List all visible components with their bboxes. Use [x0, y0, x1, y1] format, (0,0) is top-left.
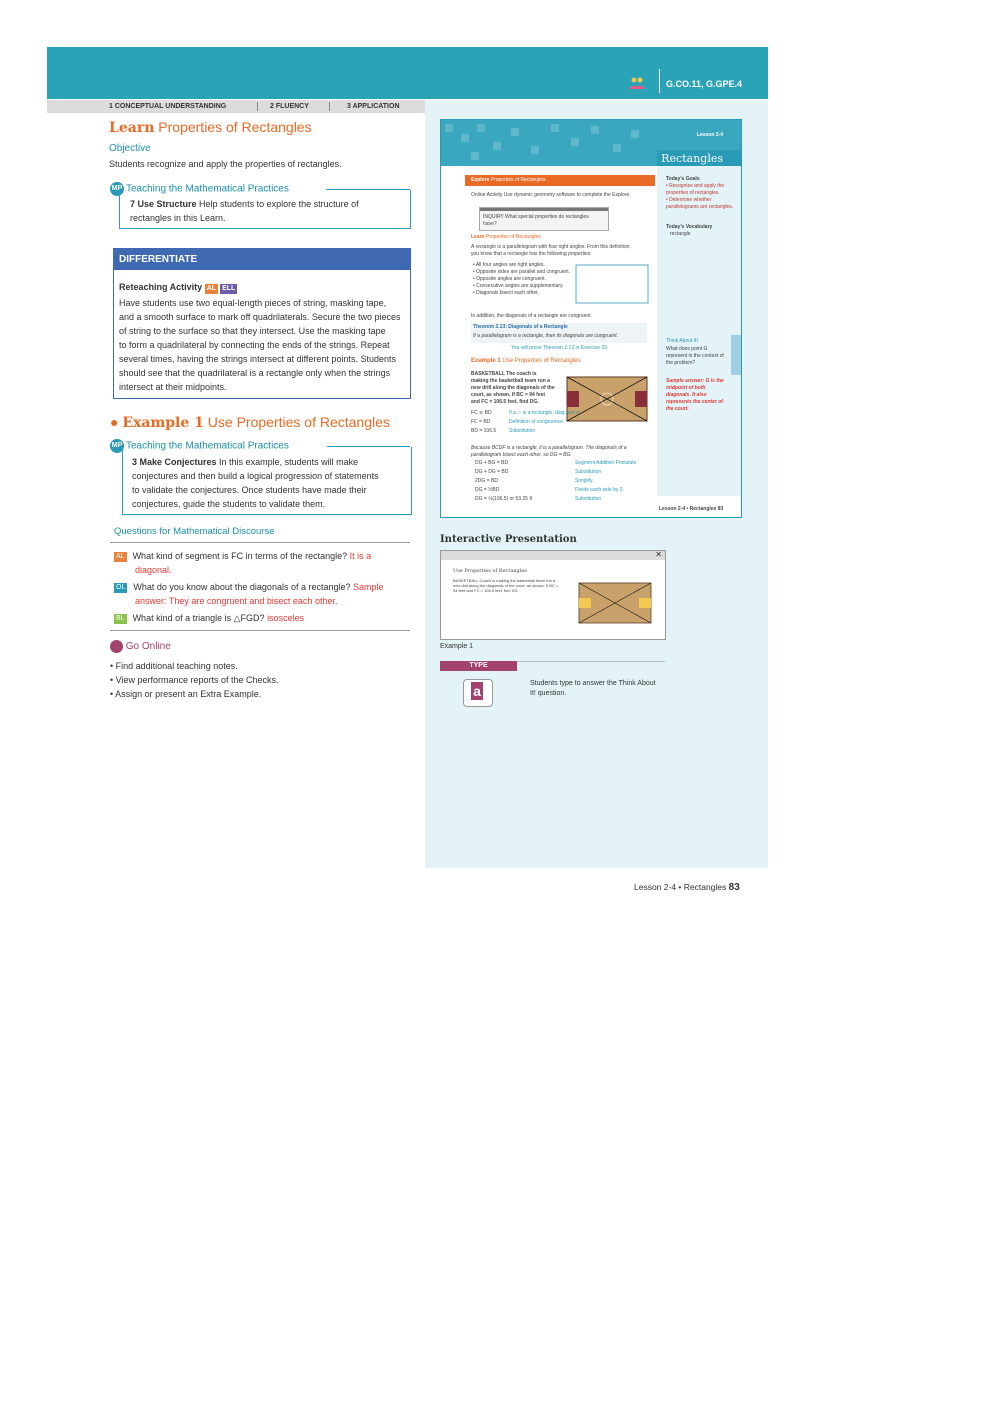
- property-item: • All four angles are right angles.: [473, 262, 545, 268]
- level-badge: OL: [116, 583, 126, 591]
- thumb-banner: Lesson 2-4: [441, 120, 741, 166]
- learn-heading: Learn Properties of Rectangles: [109, 119, 312, 136]
- mp-heading-example: MP Teaching the Mathematical Practices: [111, 440, 289, 452]
- proof-reason: Segment Addition Postulate: [575, 460, 637, 466]
- interactive-screen[interactable]: ✕ Use Properties of Rectangles BASKETBALL Coach is making the basketball team run a new drill along the diagonals of the court, as shown. If BC = 94 feet and FC = 106.5 feet, find DG.: [440, 550, 666, 640]
- proof-statement: BD = 106.5: [471, 428, 497, 434]
- differentiate-line: several times, having the strings intersect at different points. Students: [119, 354, 396, 364]
- mp-box-example: 3 Make Conjectures In this example, students will make conjectures and then build a logical progression of statements to validate the conjectures. Once students have made their conjectures, guide the students to validate them.: [122, 447, 412, 515]
- discourse-answer-cont: answer: They are congruent and bisect each other.: [135, 596, 338, 606]
- tab-fluency: 2 FLUENCY: [270, 103, 309, 110]
- mp-icon: MP: [110, 182, 124, 196]
- proof-reason: Substitution: [575, 469, 602, 475]
- discourse-answer: Sample: [353, 582, 384, 592]
- go-online-heading: Go Online: [110, 640, 171, 653]
- mp-icon-2: MP: [110, 439, 124, 453]
- header-bar: [47, 47, 768, 99]
- discourse-question: What kind of segment is FC in terms of the rectangle?: [132, 551, 348, 561]
- practice-tabs: [47, 100, 425, 113]
- discourse-item: [114, 580, 410, 608]
- proof-step: [475, 496, 651, 505]
- differentiate-line: of string to the surface so that they intersect. Use the masking tape: [119, 326, 386, 336]
- proof-step: [475, 469, 651, 478]
- discourse-question: What kind of a triangle is △FGD?: [132, 613, 265, 623]
- cursor-icon: [110, 640, 123, 653]
- proof-step: [475, 460, 651, 469]
- type-label: TYPE: [440, 661, 517, 671]
- proof-step: [471, 419, 651, 428]
- discourse-answer: isosceles: [267, 613, 305, 623]
- example1-heading: ● Example 1 Use Properties of Rectangles: [110, 414, 390, 431]
- discourse-item: [114, 549, 410, 577]
- mp-heading-learn: MP Teaching the Mathematical Practices: [111, 183, 289, 195]
- discourse-item: [114, 611, 410, 625]
- example-line: conjectures and then build a logical progression of statements: [132, 471, 379, 481]
- mp-box-learn: 7 Use Structure Help students to explore the structure of rectangles in this Learn.: [119, 190, 411, 229]
- proof-statement: FC ≅ BD: [471, 410, 492, 416]
- discourse-answer-cont: diagonal.: [135, 565, 172, 575]
- thumb-title: Rectangles: [661, 152, 723, 165]
- discourse-answer: It is a: [349, 551, 372, 561]
- close-icon[interactable]: ✕: [655, 550, 662, 559]
- proof-reason: Substitution: [575, 496, 602, 502]
- interactive-heading: Interactive Presentation: [440, 534, 577, 545]
- people-icon: [628, 77, 646, 89]
- reteaching-title: Reteaching Activity AL ELL: [119, 282, 236, 292]
- discourse-heading: Questions for Mathematical Discourse: [114, 526, 275, 537]
- tab-conceptual: 1 CONCEPTUAL UNDERSTANDING: [109, 103, 227, 110]
- proof-step: [475, 478, 651, 487]
- proof-statement: DG = ½(106.5) or 53.25 ft: [475, 496, 533, 502]
- property-item: • Opposite sides are parallel and congruent.: [473, 269, 571, 275]
- type-icon: a: [463, 679, 493, 707]
- proof-reason: If a ▱ is a rectangle, diag. are ≅.: [509, 410, 582, 416]
- example-line: conjectures, guide the students to validate them.: [132, 499, 326, 509]
- proof-reason: Substitution: [509, 428, 536, 434]
- ell-badge: ELL: [222, 285, 236, 292]
- proof-step: [471, 428, 651, 437]
- go-online-item: • View performance reports of the Checks.: [110, 675, 279, 685]
- goal-item: • Recognize and apply the properties of rectangles.: [666, 183, 725, 196]
- proof-statement: 2DG = BD: [475, 478, 498, 484]
- differentiate-header: DIFFERENTIATE: [113, 248, 411, 270]
- header-divider: [659, 69, 660, 93]
- globe-icon: ●: [110, 414, 119, 430]
- property-item: • Consecutive angles are supplementary.: [473, 283, 564, 289]
- proof-statement: DG + DG = BD: [475, 469, 509, 475]
- differentiate-box: [113, 270, 411, 399]
- proof-statement: DG = ½BD: [475, 487, 500, 493]
- interactive-caption: Example 1: [440, 643, 474, 650]
- proof-reason: Divide each side by 2.: [575, 487, 624, 493]
- discourse-question: What do you know about the diagonals of a rectangle?: [133, 582, 351, 592]
- proof-reason: Simplify.: [575, 478, 594, 484]
- objective-heading: Objective: [109, 143, 151, 154]
- go-online-item: • Assign or present an Extra Example.: [110, 689, 262, 699]
- differentiate-line: intersect at their midpoints.: [119, 382, 227, 392]
- go-online-item: • Find additional teaching notes.: [110, 661, 238, 671]
- differentiate-line: to form a quadrilateral by connecting the ends of the strings. Repeat: [119, 340, 390, 350]
- interactive-court: [575, 581, 655, 627]
- proof-statement: FC = BD: [471, 419, 491, 425]
- differentiate-line: and a smooth surface to mark off quadrilaterals. Secure the two pieces: [119, 312, 401, 322]
- standards-label: G.CO.11, G.GPE.4: [665, 79, 742, 89]
- al-badge: AL: [206, 285, 217, 292]
- proof-reason: Definition of congruence: [509, 419, 563, 425]
- go-online-list: [110, 659, 279, 701]
- level-badge: AL: [116, 552, 125, 560]
- differentiate-line: should see that the quadrilateral is a rectangle only when the strings: [119, 368, 391, 378]
- proof-statement: DG + BG = BD: [475, 460, 509, 466]
- proof-step: [475, 487, 651, 496]
- goal-item: • Determine whether parallelograms are rectangles.: [666, 197, 734, 210]
- student-page-thumbnail: Lesson 2-4 Rectangles Explore Properties of Rectangles Online Activity Use dynamic geometry software to complete the Explore. INQUIRY What special properties do rectangles have? Learn Properties of Rectangles A rectangle is a parallelogram with four right angles. From this definition, you know that a rectangle has the following properties: • All four angles are right angles. • Opposite sides are parallel and congruent. • Opposite angles are congruent. • Consecutive angles are supplementary. • Diagonals bisect each other. In addition, the diagonals of a rectangle are congruent. Theorem 2.13: Diagonals of a Rectangle If a parallelogram is a rectangle, then its diagonals are congruent. You will prove Theorem 2.13 in Exercise 23. Example 1 Use Properties of Rectangles BASKETBALL The coach is making the basketball team run a new drill along the diagonals of the court, as shown. If BC = 94 feet and FC = 106.5 feet, find DG. FC ≅ BD If a ▱ is a rectangle, diag. are ≅. FC = BD Definition of congruence BD = 106.5 Substitution Because BCDF is a rectangle, it is a parallelogram. The diagonals of a parallelogram bisect each other, so DG = BG. DG + BG = BD Segment Addition Postulate DG + DG = BD Substitution 2DG = BD Simplify. DG = ½BD Divide each side by 2. DG = ½(106.5) or 53.25 ft Substitution Today's Goals • Recognize and apply the properties of rectangles. • Determine whether parallelograms are rectangles. Today's Vocabulary rectangle Think About It! What does point G represent in the context of the problem? Sample answer: G is the midpoint of both diagonals. It also represents the center of the court. Lesson 2-4 • Rectangles 83: [440, 119, 742, 518]
- type-description: Students type to answer the Think About It! question.: [530, 680, 656, 697]
- level-badge: BL: [116, 614, 125, 622]
- property-item: • Diagonals bisect each other.: [473, 290, 539, 296]
- example-line: to validate the conjectures. Once students have made their: [132, 485, 367, 495]
- tab-application: 3 APPLICATION: [347, 103, 400, 110]
- objective-text: Students recognize and apply the properties of rectangles.: [109, 159, 342, 169]
- property-item: • Opposite angles are congruent.: [473, 276, 546, 282]
- page-footer: Lesson 2-4 • Rectangles 83: [634, 882, 740, 893]
- proof-step: [471, 410, 651, 419]
- differentiate-line: Have students use two equal-length pieces of string, masking tape,: [119, 298, 387, 308]
